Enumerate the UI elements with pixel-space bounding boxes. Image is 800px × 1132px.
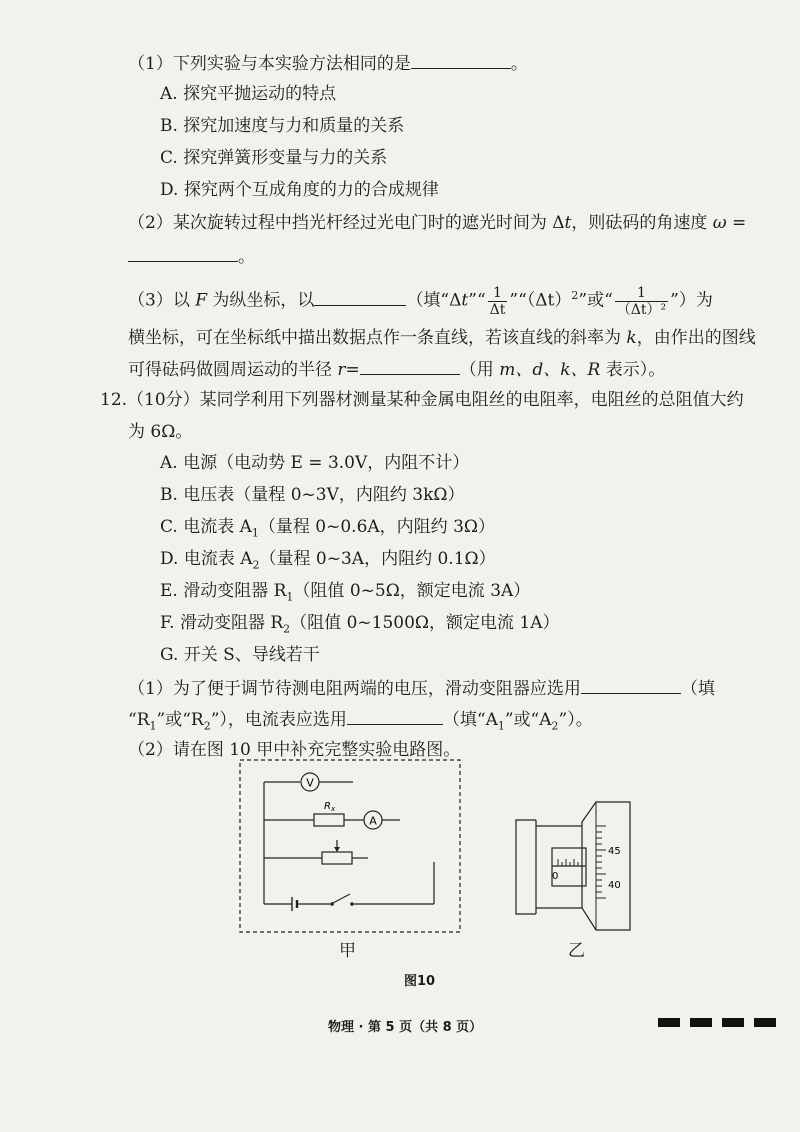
q11-p3-line3: 可得砝码做圆周运动的半径 r= （用 m、d、k、R 表示）。 [128, 356, 665, 382]
answer-blank-3[interactable] [314, 287, 406, 306]
footer-mark-4 [754, 1018, 776, 1027]
q12-intro-line2: 为 6Ω。 [128, 422, 193, 442]
q11-p2-text: （2）某次旋转过程中挡光杆经过光电门时的遮光时间为 Δt，则砝码的角速度 ω = [128, 213, 747, 233]
circuit-diagram-jia [238, 758, 464, 936]
q12-p2: （2）请在图 10 甲中补充完整实验电路图。 [128, 740, 461, 760]
footer-mark-1 [658, 1018, 680, 1027]
answer-blank-6[interactable] [347, 706, 443, 725]
q11-p2-answer-line: 。 [128, 243, 255, 269]
fraction-one-over-dt: $\frac{1}{\Delta t}$ [489, 284, 506, 318]
q11-p3-line2: 横坐标，可在坐标纸中描出数据点作一条直线，若该直线的斜率为 k，由作出的图线 [128, 328, 756, 348]
rx-label: $R_x$ [324, 801, 336, 813]
equipment-c: C. 电流表 $A_1$（量程 0~0.6A，内阻约 3Ω） [160, 517, 495, 540]
micrometer-diagram-yi [512, 796, 642, 936]
equipment-b: B. 电压表（量程 0~3V，内阻约 3kΩ） [160, 485, 465, 505]
figure-caption: 图10 [404, 974, 436, 989]
answer-blank-2[interactable] [128, 243, 238, 262]
answer-blank-5[interactable] [581, 675, 681, 694]
q11-p3-line1: （3）以 F 为纵坐标，以 （填“Δt”“ $\frac{1}{\Delta t}$ $”“(\Delta t)^2$”或“ $\frac{1}{\text{（Δt）²}}$ ”）为 [128, 284, 713, 318]
equipment-g: G. 开关 S、导线若干 [160, 645, 320, 665]
figure-label-yi: 乙 [568, 941, 585, 961]
q12-p1-line1: （1）为了便于调节待测电阻两端的电压，滑动变阻器应选用 （填 [128, 675, 715, 701]
q12-p1-line2: “$R_1$”或“$R_2$”），电流表应选用 （填“$A_1$”或“$A_2$”）。 [128, 706, 593, 738]
equipment-d: D. 电流表 $A_2$（量程 0~3A，内阻约 0.1Ω） [160, 549, 496, 572]
fraction-one-over-dt-squared: $\frac{1}{\text{（Δt）²}}$ [616, 284, 667, 318]
svg-text:V: V [306, 776, 314, 790]
resistor-rx-icon [314, 814, 344, 826]
footer-mark-2 [690, 1018, 712, 1027]
thimble-icon [582, 802, 630, 930]
rheostat-icon [322, 852, 352, 864]
equipment-e: E. 滑动变阻器 $R_1$（阻值 0~5Ω，额定电流 3A） [160, 581, 531, 604]
svg-text:40: 40 [608, 880, 621, 891]
switch-icon [333, 894, 350, 903]
answer-blank-1[interactable] [411, 50, 511, 69]
option-c: C. 探究弹簧形变量与力的关系 [160, 148, 388, 168]
answer-blank-4[interactable] [360, 356, 460, 375]
option-a: A. 探究平抛运动的特点 [160, 84, 337, 104]
equipment-a: A. 电源（电动势 E = 3.0V，内阻不计） [160, 453, 470, 473]
svg-text:45: 45 [608, 846, 621, 857]
q12-intro-line1: 12.（10分）某同学利用下列器材测量某种金属电阻丝的电阻率，电阻丝的总阻值大约 [100, 390, 744, 410]
svg-text:A: A [369, 814, 377, 828]
svg-text:0: 0 [552, 871, 559, 882]
figure-label-jia: 甲 [339, 941, 356, 961]
q11-p1-stem: （1）下列实验与本实验方法相同的是 。 [128, 50, 528, 76]
footer-mark-3 [722, 1018, 744, 1027]
equipment-f: F. 滑动变阻器 $R_2$（阻值 0~1500Ω，额定电流 1A） [160, 613, 560, 636]
page-footer: 物理 · 第 5 页（共 8 页） [328, 1020, 483, 1035]
option-d: D. 探究两个互成角度的力的合成规律 [160, 180, 439, 200]
option-b: B. 探究加速度与力和质量的关系 [160, 116, 405, 136]
